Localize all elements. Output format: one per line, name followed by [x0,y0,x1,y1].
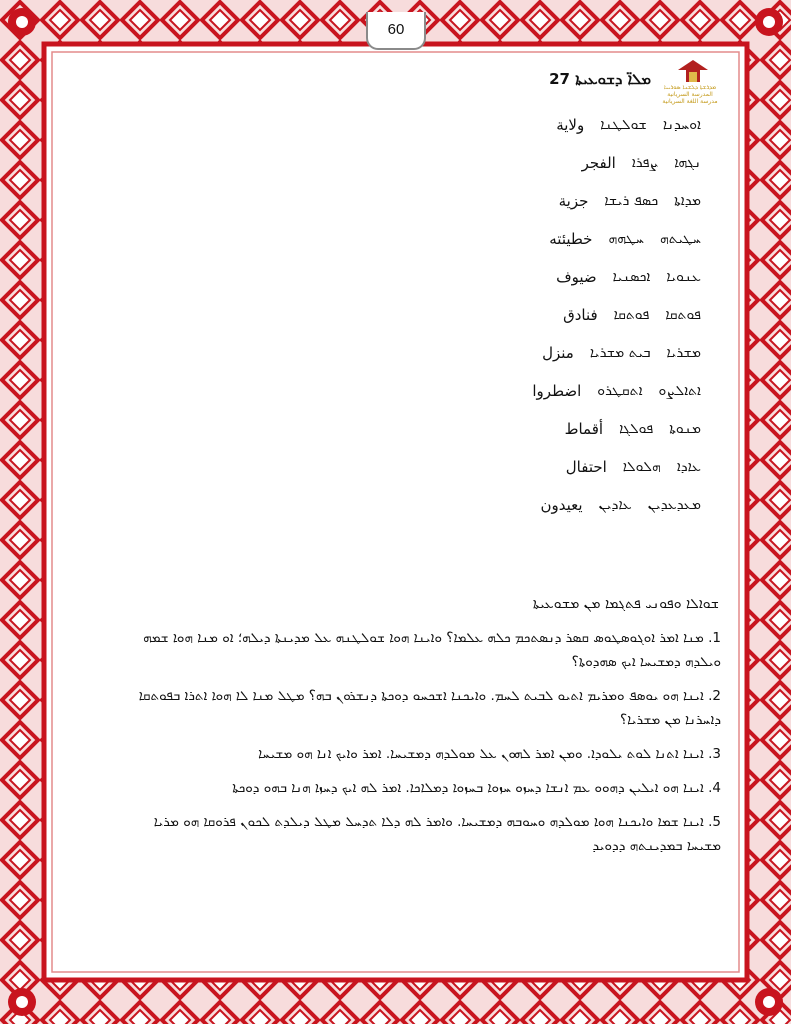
vocab-row [281,258,701,296]
vocab-row [281,220,701,258]
question-item: 3. ܐܝܢܐ ܐܬܢܐ ܠܘܬ ܝܠܘܕܐ. ܘܡܢ ܐܡܪ ܠܗܘܢ ܥܠ ܡܘܠܕܗ ܕܡܫܝܚܐ. ܐܡܪ ܘܐܝܟ ܐܢܐ ܗܘ ܡܫܝܚܐ [258,746,721,762]
question-item: 2. ܐܝܢܐ ܗܘ ܝܘܣܦ ܘܡܪܝܡ ܐܬܝܘ ܠܒܝܬ ܠܚܡ. ܘܐܝܟܢܐ ܐܫܟܚܘ ܕܘܟܬܐ ܕܢܫܪܘܢ ܒܗ؟ ܡܛܠ ܡܢܐ ܠܐ ܗܘܐ ܐܬܪܐ ܒܦܘܬܩܐ ܕܐܚܪܢܐ ܡܢ ܡܫܪܝܐ؟ [138,688,721,728]
vocab-syriac-alt: ܐܟܣܢܝܐ [612,269,651,285]
vocab-arabic: منزل [542,344,574,362]
vocab-syriac: ܡܫܪܝܐ [666,345,701,361]
vocab-arabic: اضطروا [532,382,582,400]
vocab-arabic: يعيدون [540,496,583,514]
vocab-row [281,106,701,144]
vocab-syriac-alt: ܒܝܬ ܡܫܪܝܐ [589,345,651,361]
vocab-arabic: فنادق [563,306,598,324]
vocab-row [281,486,701,524]
vocab-arabic: أقماط [564,420,604,438]
vocab-syriac: ܚܛܝܬܗ [659,231,701,247]
vocab-syriac: ܡܥܕܥܕܝܢ [647,497,701,513]
vocab-syriac: ܐܬܐܠܨܘ [658,383,701,399]
vocab-syriac-alt: ܗܠܘܠܐ [622,459,661,475]
page-number: 60 [366,12,426,50]
question-item: 4. ܐܝܢܐ ܗܘ ܐܝܠܝܢ ܕܗܘܘ ܥܡ ܐܢܫܐ ܕܚܙܘ ܚܙܘܐ ܒܚܙܘܐ ܕܡܠܐܟܐ. ܐܡܪ ܠܗ ܐܝܟ ܕܚܙܐ ܗܢܐ ܒܗܘ ܕܘܟܬܐ [232,780,721,796]
logo-text-line: ܡܕܪܫܬܐ ܕܠܫܢܐ ܣܘܪܝܝܐ [663,84,717,91]
vocab-syriac-alt: ܚܛܗܗ [608,231,644,247]
vocab-row [281,410,701,448]
vocab-syriac-alt: ܟܣܦ ܪܝܫܐ [604,193,659,209]
vocab-arabic: خطيئته [549,230,593,248]
vocab-syriac-alt: ܫܘܠܛܢܐ [600,117,647,133]
vocab-arabic: جزية [558,192,589,210]
vocab-arabic: ولاية [556,116,585,134]
vocab-syriac: ܥܐܕܐ [676,459,701,475]
vocab-syriac: ܐܘܚܕܢܐ [662,117,701,133]
vocab-syriac: ܥܢܘܝܐ [666,269,701,285]
question-item: 1. ܡܢܐ ܐܡܪ ܐܘܓܘܣܛܘܣ ܩܣܪ ܕܢܣܬܟܡ ܟܠܗ ܥܠܡܐ؟ ܘܐܝܢܐ ܗܘܐ ܫܘܠܛܢܗ ܥܠ ܡܕܝܢܬܐ ܕܝܠܗ؛ ܐܘ ܡܢܐ ܗܘܐ ܫܡܗ ܘܝܠܕܗ ܕܡܫܝܚܐ ܐܝܟ ܣܗܕܘܬܐ؟ [143,630,721,670]
vocab-syriac-alt: ܦܘܠܓܐ [619,421,654,437]
vocab-syriac-alt: ܥܐܕܝܢ [598,497,632,513]
vocab-row [281,296,701,334]
vocab-syriac: ܦܘܬܩܐ [665,307,701,323]
vocabulary-list [281,106,701,524]
lesson-title: ܡܠܐ̈ ܕܫܘܥܝܬܐ 27 [549,70,651,88]
vocab-row [281,334,701,372]
logo-text-line: مدرسة اللغة السريانية [662,98,718,105]
vocab-syriac-alt: ܨܦܪܐ [631,155,659,171]
vocab-syriac: ܢܓܗܐ [674,155,701,171]
vocab-arabic: احتفال [565,458,607,476]
vocab-row [281,448,701,486]
logo-text-line: المدرسة السريانية [667,91,713,98]
vocab-syriac-alt: ܐܬܩܛܪܘ [597,383,643,399]
questions-list [128,626,721,868]
vocab-arabic: ضيوف [556,268,597,286]
vocab-syriac-alt: ܦܘܬܩܐ [613,307,650,323]
vocab-row [281,144,701,182]
vocab-syriac: ܡܕܐܬܐ [674,193,701,209]
vocab-row [281,182,701,220]
questions-heading: ܫܘܐܠܐ ܘܦܘܢܝ ܦܬܓܡܐ ܡܢ ܡܫܘܥܝܬܐ [532,596,719,612]
logo-emblem-icon [678,60,708,82]
vocab-arabic: الفجر [581,154,616,172]
question-item: 5. ܐܝܢܐ ܫܡܐ ܘܐܝܟܢܐ ܗܘܐ ܡܘܠܕܗ ܘܚܘܒܗ ܕܡܫܝܚܐ. ܘܐܡܪ ܠܗ ܕܠܐ ܬܕܚܠ ܡܛܠ ܕܝܠܕܬ ܠܟܘܢ ܦܪܘܩܐ ܗܘ ܡܪܝܐ ܡܫܝܚܐ ܒܡܕܝܢܬܗ ܕܕܘܝܕ [153,814,721,854]
vocab-syriac: ܡܢܘܬܐ [669,421,701,437]
vocab-row [281,372,701,410]
